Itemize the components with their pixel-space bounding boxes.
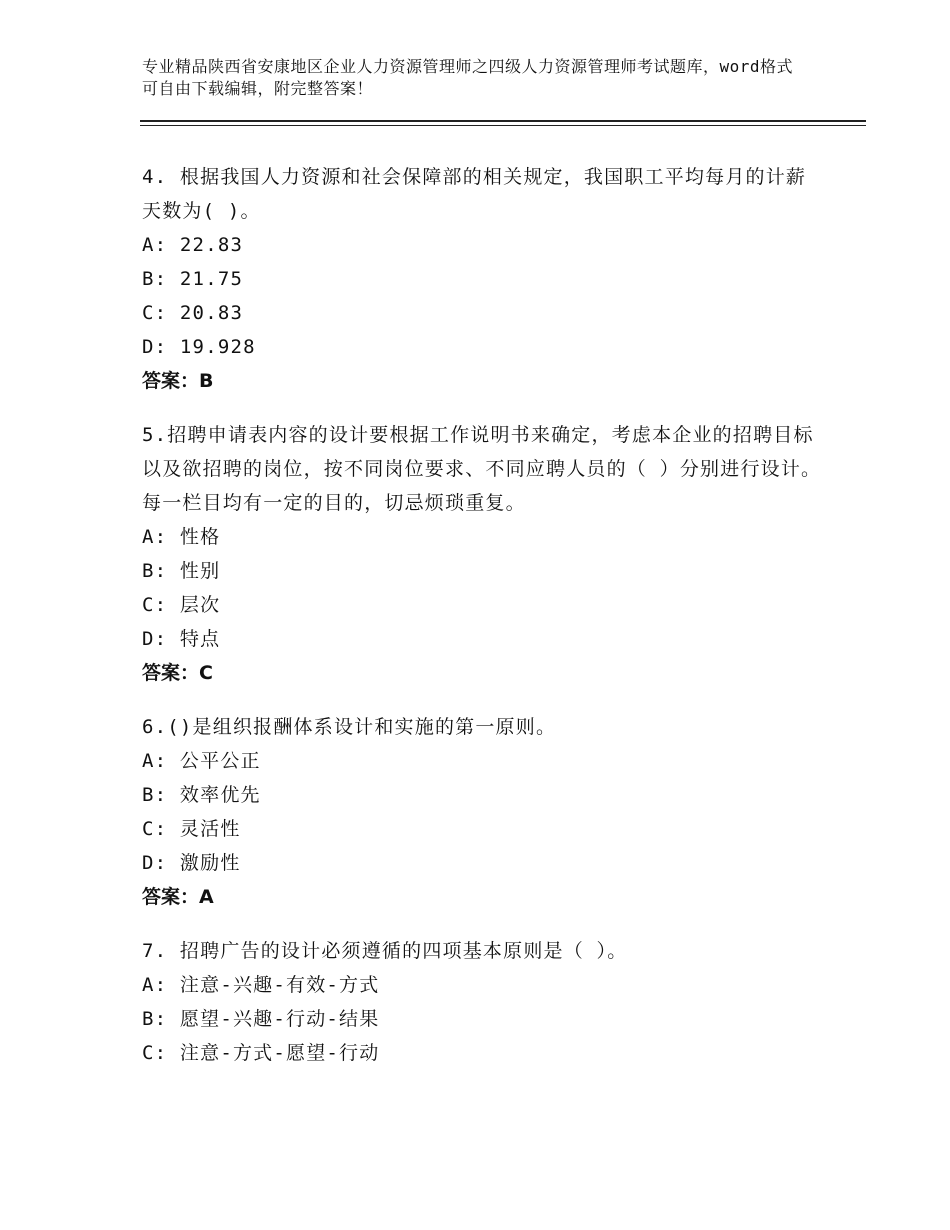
document-header: 专业精品陕西省安康地区企业人力资源管理师之四级人力资源管理师考试题库，word格式可自由下载编辑，附完整答案！: [142, 57, 794, 98]
option-b: B: 性别: [142, 560, 221, 582]
question-text: 5.招聘申请表内容的设计要根据工作说明书来确定，考虑本企业的招聘目标以及欲招聘的岗位，按不同岗位要求、不同应聘人员的（ ）分别进行设计。每一栏目均有一定的目的，切忌烦琐重复。: [142, 424, 822, 514]
option-b: B: 效率优先: [142, 784, 261, 806]
question-4: [142, 160, 822, 398]
option-c: C: 20.83: [142, 302, 244, 324]
header-rule-thick: [140, 120, 866, 122]
answer: 答案：C: [142, 662, 213, 684]
option-c: C: 层次: [142, 594, 221, 616]
question-6: [142, 710, 822, 914]
option-b: B: 愿望-兴趣-行动-结果: [142, 1008, 380, 1030]
option-c: C: 注意-方式-愿望-行动: [142, 1042, 380, 1064]
question-5: [142, 418, 822, 690]
answer: 答案：B: [142, 370, 214, 392]
option-a: A: 公平公正: [142, 750, 261, 772]
option-c: C: 灵活性: [142, 818, 241, 840]
question-list: [142, 160, 822, 1090]
question-text: 7. 招聘广告的设计必须遵循的四项基本原则是（ ）。: [142, 940, 628, 962]
option-d: D: 特点: [142, 628, 221, 650]
option-a: A: 22.83: [142, 234, 244, 256]
question-text: 4. 根据我国人力资源和社会保障部的相关规定，我国职工平均每月的计薪天数为( )。: [142, 166, 807, 222]
option-b: B: 21.75: [142, 268, 244, 290]
option-a: A: 注意-兴趣-有效-方式: [142, 974, 380, 996]
question-7: [142, 934, 822, 1070]
option-a: A: 性格: [142, 526, 221, 548]
answer: 答案：A: [142, 886, 214, 908]
header-rule-thin: [140, 125, 866, 126]
option-d: D: 激励性: [142, 852, 241, 874]
question-text: 6.()是组织报酬体系设计和实施的第一原则。: [142, 716, 557, 738]
option-d: D: 19.928: [142, 336, 256, 358]
